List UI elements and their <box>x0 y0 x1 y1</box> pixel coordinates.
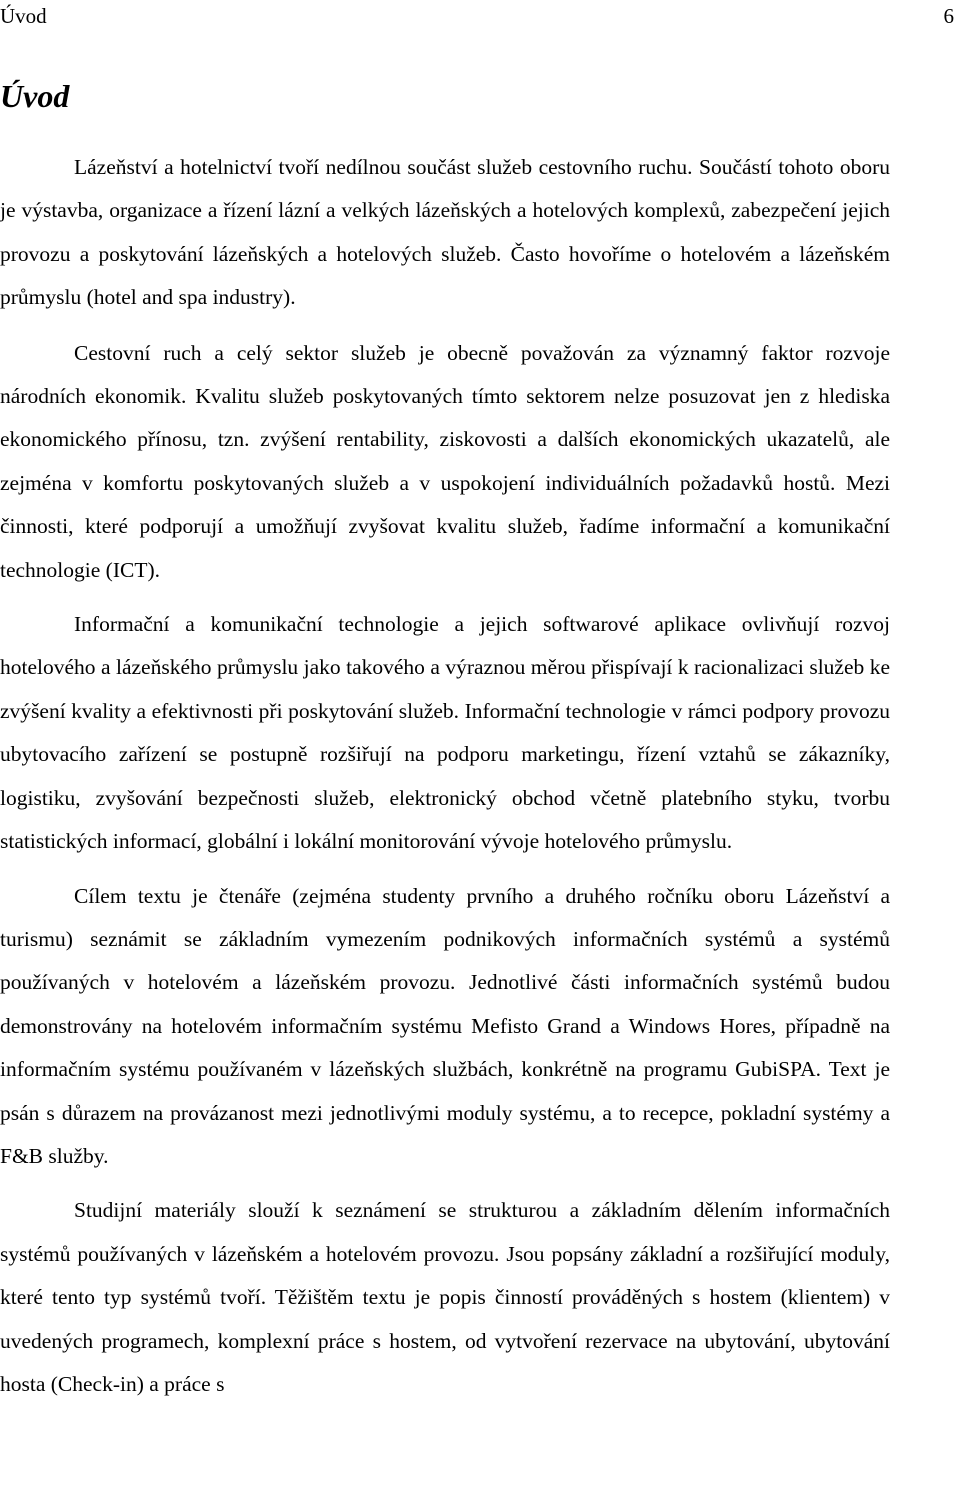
header-title: Úvod <box>0 4 47 28</box>
page-number: 6 <box>943 4 954 28</box>
chapter-title: Úvod <box>0 78 70 114</box>
paragraph: Informační a komunikační technologie a jejich softwarové aplikace ovlivňují rozvoj hotelového a lázeňského průmyslu jako takového a výraznou měrou přispívají k racionalizaci služeb ke zvýšení kvality a efektivnosti při poskytování služeb. Informační technologie v rámci podpory provozu ubytovacího zařízení se postupně rozšiřují na podporu marketingu, řízení vztahů se zákazníky, logistiku, zvyšování bezpečnosti služeb, elektronický obchod včetně platebního styku, tvorbu statistických informací, globální i lokální monitorování vývoje hotelového průmyslu. <box>0 612 890 854</box>
paragraph: Lázeňství a hotelnictví tvoří nedílnou součást služeb cestovního ruchu. Součástí tohoto oboru je výstavba, organizace a řízení lázní a velkých lázeňských a hotelových komplexů, zabezpečení jejich provozu a poskytování lázeňských a hotelových služeb. Často hovoříme o hotelovém a lázeňském průmyslu (hotel and spa industry). <box>0 155 890 310</box>
paragraph: Cílem textu je čtenáře (zejména studenty prvního a druhého ročníku oboru Lázeňství a turismu) seznámit se základním vymezením podnikových informačních systémů a systémů používaných v hotelovém a lázeňském provozu. Jednotlivé části informačních systémů budou demonstrovány na hotelovém informačním systému Mefisto Grand a Windows Hores, případně na informačním systému používaném v lázeňských službách, konkrétně na programu GubiSPA. Text je psán s důrazem na provázanost mezi jednotlivými moduly systému, a to recepce, pokladní systémy a F&B služby. <box>0 883 890 1168</box>
paragraph: Studijní materiály slouží k seznámení se strukturou a základním dělením informačních systémů používaných v lázeňském a hotelovém provozu. Jsou popsány základní a rozšiřující moduly, které tento typ systémů tvoří. Těžištěm textu je popis činností prováděných s hostem (klientem) v uvedených programech, komplexní práce s hostem, od vytvoření rezervace na ubytování, ubytování hosta (Check-in) a práce s <box>0 1198 890 1396</box>
paragraph: Cestovní ruch a celý sektor služeb je obecně považován za významný faktor rozvoje národních ekonomik. Kvalitu služeb poskytovaných tímto sektorem nelze posuzovat jen z hlediska ekonomického přínosu, tzn. zvýšení rentability, ziskovosti a dalších ekonomických ukazatelů, ale zejména v komfortu poskytovaných služeb a v uspokojení individuálních požadavků hostů. Mezi činnosti, které podporují a umožňují zvyšovat kvalitu služeb, řadíme informační a komunikační technologie (ICT). <box>0 340 890 582</box>
body-text <box>0 146 890 1406</box>
running-header <box>0 0 960 30</box>
